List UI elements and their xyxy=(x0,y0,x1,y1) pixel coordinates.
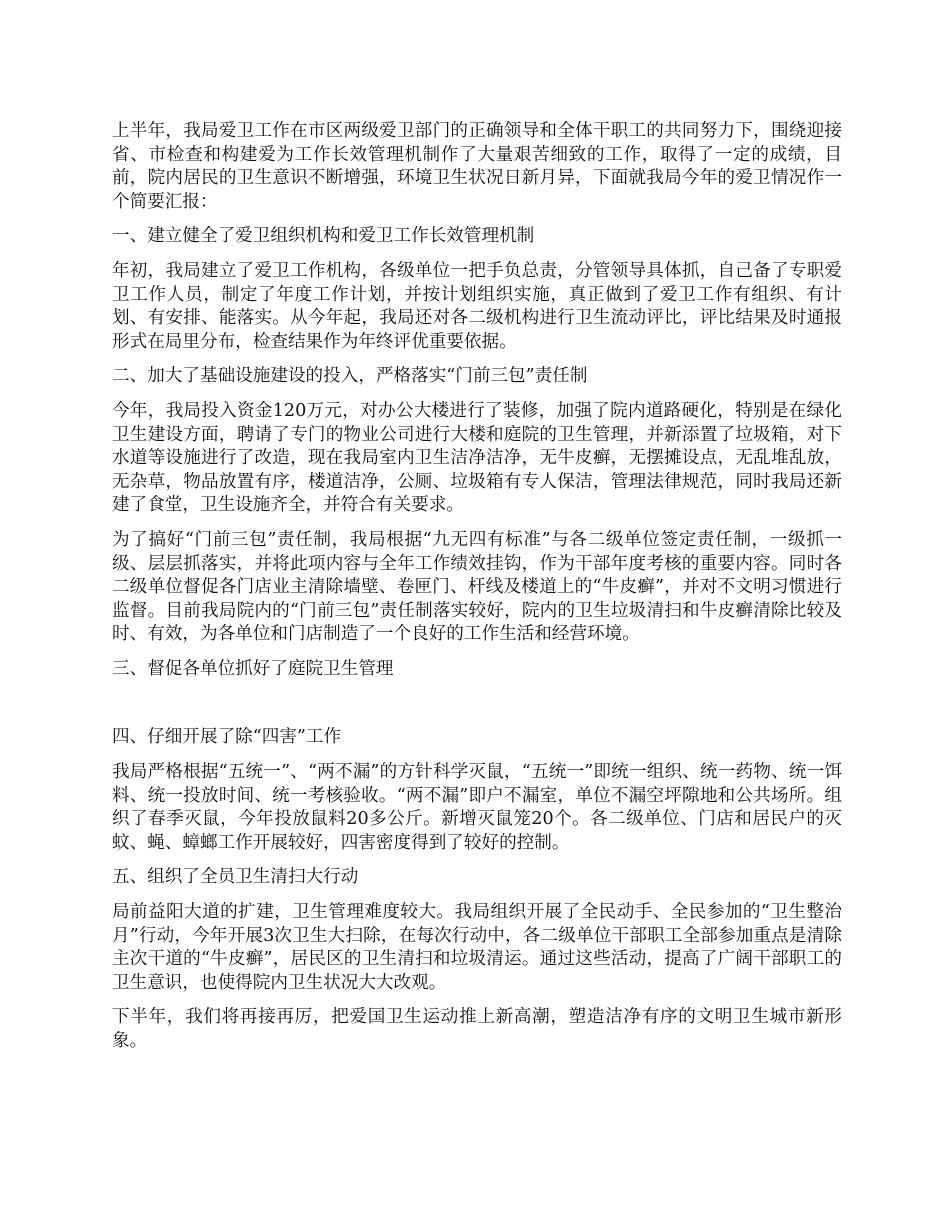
blank-space xyxy=(112,692,842,726)
section-5-heading: 五、组织了全员卫生清扫大行动 xyxy=(112,867,359,888)
section-2-paragraph-2: 为了搞好“门前三包”责任制，我局根据“九无四有标准”与各二级单位签定责任制，一级抓一级、层层抓落实，并将此项内容与全年工作绩效挂钩，作为干部年度考核的重要内容。同时各二级单位督促各门店业主清除墙壁、卷匣门、杆线及楼道上的“牛皮癣”，并对不文明习惯进行监督。目前我局院内的“门前三包”责任制落实较好，院内的卫生垃圾清扫和牛皮癣清除比较及时、有效，为各单位和门店制造了一个良好的工作生活和经营环境。 xyxy=(112,529,842,645)
section-5-paragraph: 局前益阳大道的扩建，卫生管理难度较大。我局组织开展了全民动手、全民参加的“卫生整治月”行动，今年开展3次卫生大扫除，在每次行动中，各二级单位干部职工全部参加重点是清除主次干道的“牛皮癣”，居民区的卫生清扫和垃圾清运。通过这些活动，提高了广阔干部职工的卫生意识，也使得院内卫生状况大大改观。 xyxy=(112,902,842,993)
intro-paragraph: 上半年，我局爱卫工作在市区两级爱卫部门的正确领导和全体干职工的共同努力下，围绕迎接省、市检查和构建爱为工作长效管理机制作了大量艰苦细致的工作，取得了一定的成绩，目前，院内居民的卫生意识不断增强，环境卫生状况日新月异，下面就我局今年的爱卫情况作一个简要汇报： xyxy=(112,121,842,212)
section-2-heading: 二、加大了基础设施建设的投入，严格落实“门前三包”责任制 xyxy=(112,366,588,387)
section-4-paragraph: 我局严格根据“五统一”、“两不漏”的方针科学灭鼠，“五统一”即统一组织、统一药物、统一饵料、统一投放时间、统一考核验收。“两不漏”即户不漏室，单位不漏空坪隙地和公共场所。组织了春季灭鼠，今年投放鼠料20多公斤。新增灭鼠笼20个。各二级单位、门店和居民户的灭蚊、蝇、蟑螂工作开展较好，四害密度得到了较好的控制。 xyxy=(112,762,842,853)
closing-paragraph: 下半年，我们将再接再厉，把爱国卫生运动推上新高潮，塑造洁净有序的文明卫生城市新形象。 xyxy=(112,1007,842,1051)
section-4-heading: 四、仔细开展了除“四害”工作 xyxy=(112,727,342,748)
section-2-paragraph-1: 今年，我局投入资金120万元，对办公大楼进行了装修，加强了院内道路硬化，特别是在绿化卫生建设方面，聘请了专门的物业公司进行大楼和庭院的卫生管理，并新添置了垃圾箱，对下水道等设施进行了改造，现在我局室内卫生洁净洁净，无牛皮癣，无摆摊设点，无乱堆乱放，无杂草，物品放置有序，楼道洁净，公厕、垃圾箱有专人保洁，管理法律规范，同时我局还新建了食堂，卫生设施齐全，并符合有关要求。 xyxy=(112,400,842,516)
section-1-paragraph: 年初，我局建立了爱卫工作机构，各级单位一把手负总责，分管领导具体抓，自己备了专职爱卫工作人员，制定了年度工作计划，并按计划组织实施，真正做到了爱卫工作有组织、有计划、有安排、能落实。从今年起，我局还对各二级机构进行卫生流动评比，评比结果及时通报形式在局里分布，检查结果作为年终评优重要依据。 xyxy=(112,260,842,352)
section-1-heading: 一、建立健全了爱卫组织机构和爱卫工作长效管理机制 xyxy=(112,226,535,247)
document-page xyxy=(112,120,842,1065)
section-3-heading: 三、督促各单位抓好了庭院卫生管理 xyxy=(112,658,394,679)
